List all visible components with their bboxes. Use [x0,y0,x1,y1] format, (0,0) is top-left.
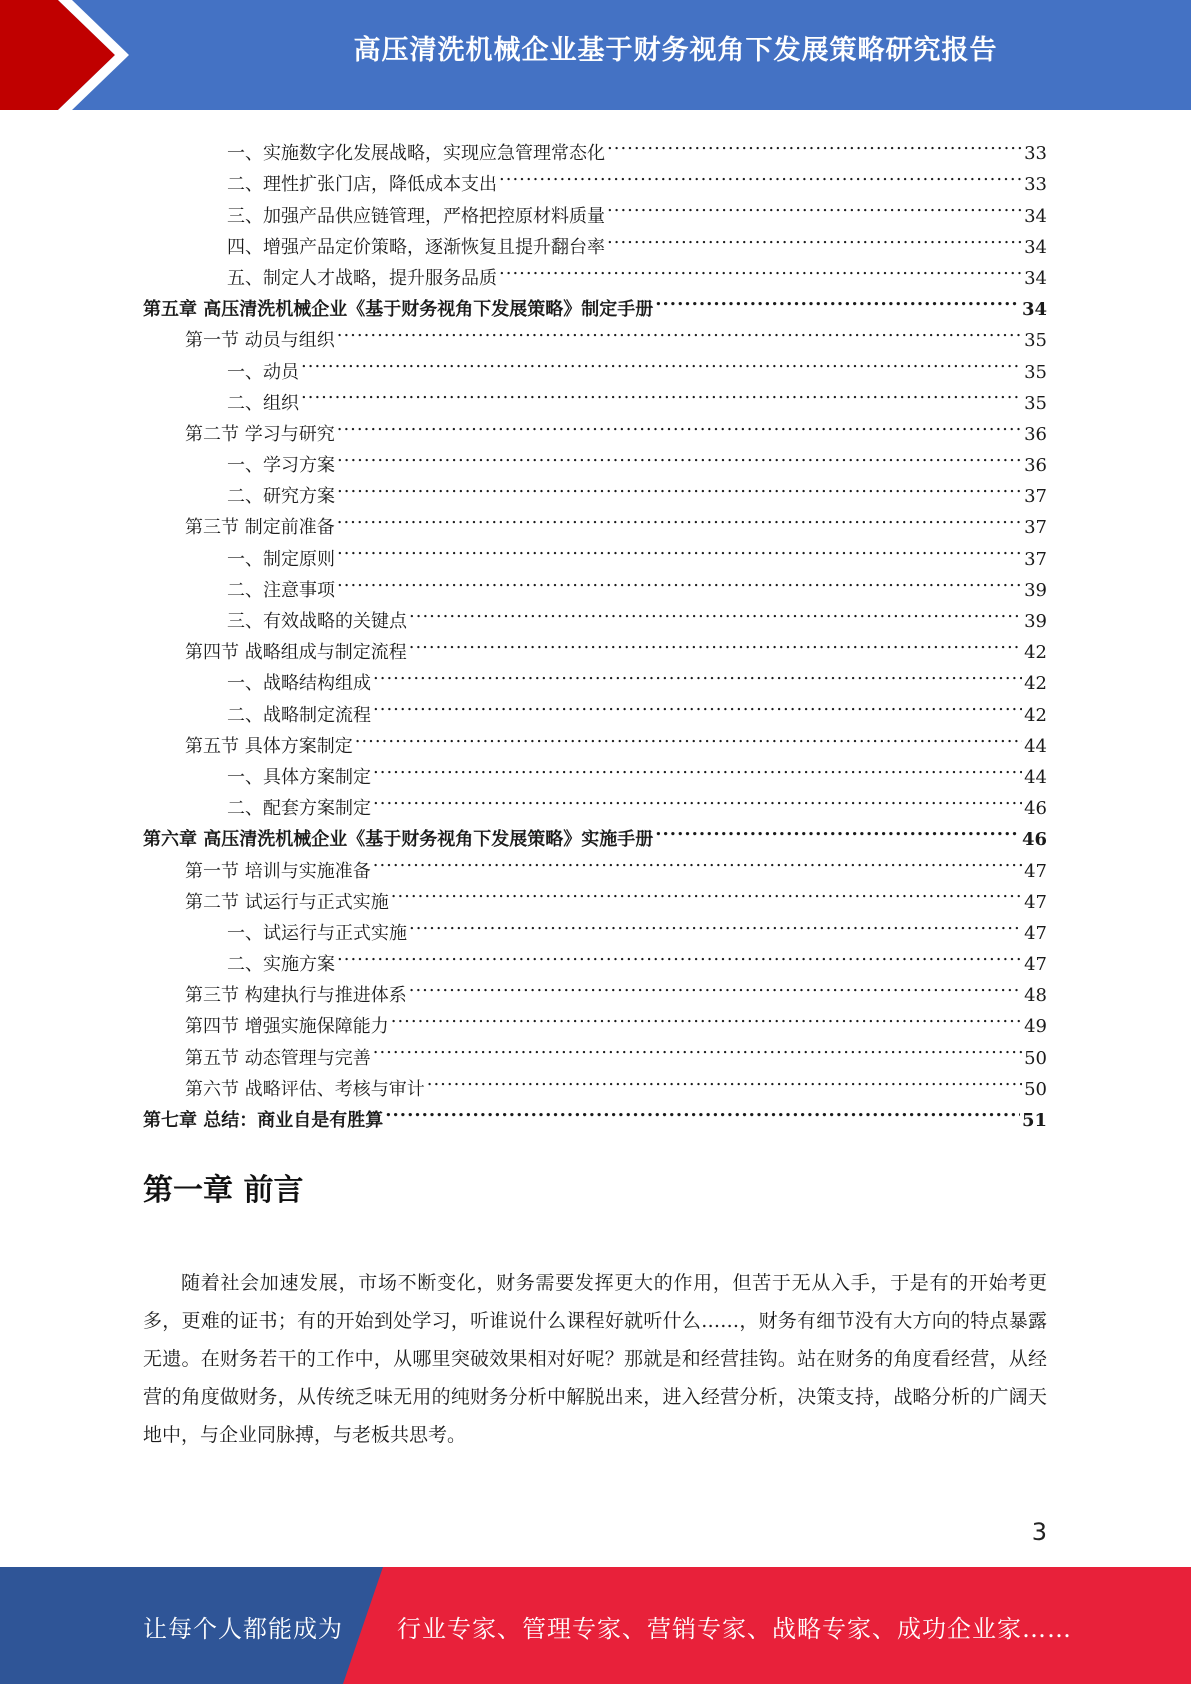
toc-entry-page: 33 [1024,174,1047,196]
toc-entry-title: 四、增强产品定价策略，逐渐恢复且提升翻台率 [227,236,605,258]
toc-entry-page: 47 [1024,891,1047,913]
toc-dot-leader [655,284,1020,315]
toc-entry-title: 第二节 学习与研究 [185,423,335,445]
footer-banner [0,1567,1191,1684]
toc-dot-leader [373,752,1022,783]
toc-entry-title: 二、配套方案制定 [227,798,371,820]
toc-dot-leader [655,814,1020,845]
toc-entry-page: 39 [1024,579,1047,601]
toc-entry-page: 50 [1024,1047,1047,1069]
toc-entry-page: 47 [1024,954,1047,976]
toc-dot-leader [427,1064,1022,1095]
toc-entry-title: 第一节 培训与实施准备 [185,860,371,882]
toc-entry-page: 42 [1024,642,1047,664]
toc-entry-page: 42 [1024,704,1047,726]
toc-entry-page: 44 [1024,766,1047,788]
toc-dot-leader [337,440,1022,471]
footer-slogan-left: 让每个人都能成为 [143,1615,343,1643]
toc-dot-leader [607,128,1022,159]
toc-entry-page: 37 [1024,517,1047,539]
toc-dot-leader [373,783,1022,814]
toc-entry-title: 第五节 具体方案制定 [185,735,353,757]
toc-entry-title: 一、实施数字化发展战略，实现应急管理常态化 [227,143,605,165]
toc-dot-leader [607,190,1022,221]
toc-entry-page: 47 [1024,922,1047,944]
toc-entry-page: 50 [1024,1078,1047,1100]
toc-entry-title: 二、组织 [227,392,299,414]
toc-entry-title: 一、战略结构组成 [227,673,371,695]
toc-entry-page: 33 [1024,143,1047,165]
toc-entry-title: 第二节 试运行与正式实施 [185,891,389,913]
toc-entry-title: 二、战略制定流程 [227,704,371,726]
toc-entry-title: 二、理性扩张门店，降低成本支出 [227,174,497,196]
toc-entry-title: 第五节 动态管理与完善 [185,1047,371,1069]
toc-dot-leader [409,627,1022,658]
toc-entry-page: 47 [1024,860,1047,882]
toc-entry-page: 35 [1024,392,1047,414]
toc-dot-leader [337,471,1022,502]
toc-dot-leader [337,315,1022,346]
toc-dot-leader [373,658,1022,689]
toc-dot-leader [499,253,1022,284]
toc-entry-page: 48 [1024,985,1047,1007]
toc-entry-page: 44 [1024,735,1047,757]
toc-dot-leader [337,939,1022,970]
toc-entry-page: 46 [1024,798,1047,820]
toc-entry-title: 二、实施方案 [227,954,335,976]
toc-entry-title: 一、试运行与正式实施 [227,922,407,944]
toc-dot-leader [385,1095,1020,1126]
toc-entry-page: 36 [1024,455,1047,477]
toc-entry-title: 二、注意事项 [227,579,335,601]
toc-dot-leader [391,877,1022,908]
toc-dot-leader [373,1032,1022,1063]
toc-dot-leader [373,689,1022,720]
body-paragraph: 随着社会加速发展，市场不断变化，财务需要发挥更大的作用，但苦于无从入手，于是有的开始考更多，更难的证书；有的开始到处学习，听谁说什么课程好就听什么……，财务有细节没有大方向的特点暴露无遗。在财务若干的工作中，从哪里突破效果相对好呢？那就是和经营挂钩。站在财务的角度看经营，从经营的角度做财务，从传统乏味无用的纯财务分析中解脱出来，进入经营分析，决策支持，战略分析的广阔天地中，与企业同脉搏，与老板共思考。 [143,1272,1047,1446]
toc-dot-leader [337,409,1022,440]
toc-entry-page: 49 [1024,1016,1047,1038]
toc-entry[interactable] [143,128,1047,165]
toc-dot-leader [337,565,1022,596]
toc-dot-leader [409,970,1022,1001]
toc-entry-title: 第七章 总结：商业自是有胜算 [143,1110,384,1131]
toc-entry-page: 42 [1024,673,1047,695]
toc-entry-title: 第三节 制定前准备 [185,517,335,539]
toc-dot-leader [409,596,1022,627]
toc-dot-leader [337,502,1022,533]
chapter-heading: 第一章 前言 [143,1173,304,1208]
header-banner [0,0,1191,110]
toc-entry-title: 第四节 战略组成与制定流程 [185,642,407,664]
toc-entry-title: 第四节 增强实施保障能力 [185,1016,389,1038]
footer-slogan-right: 行业专家、管理专家、营销专家、战略专家、成功企业家…… [397,1615,1072,1643]
toc-entry-page: 51 [1021,1110,1047,1131]
toc-entry-page: 34 [1024,267,1047,289]
toc-entry-page: 37 [1024,548,1047,570]
toc-dot-leader [391,1001,1022,1032]
toc-dot-leader [409,908,1022,939]
page-number: 3 [1031,1518,1047,1546]
toc-entry-page: 34 [1024,205,1047,227]
toc-entry-page: 46 [1021,829,1047,851]
toc-entry-page: 35 [1024,330,1047,352]
toc-dot-leader [355,721,1022,752]
toc-entry-title: 第五章 高压清洗机械企业《基于财务视角下发展策略》制定手册 [143,299,654,321]
toc-entry-title: 三、加强产品供应链管理，严格把控原材料质量 [227,205,605,227]
toc-entry-title: 一、动员 [227,361,299,383]
toc-entry-title: 第三节 构建执行与推进体系 [185,985,407,1007]
toc-entry-title: 第六节 战略评估、考核与审计 [185,1078,425,1100]
toc-entry-title: 一、学习方案 [227,455,335,477]
toc-dot-leader [373,845,1022,876]
toc-dot-leader [301,378,1022,409]
table-of-contents [143,128,1047,1131]
toc-entry-title: 三、有效战略的关键点 [227,611,407,632]
toc-dot-leader [337,533,1022,564]
toc-entry-title: 一、具体方案制定 [227,766,371,788]
toc-entry-title: 二、研究方案 [227,486,335,508]
toc-dot-leader [301,346,1022,377]
toc-entry-title: 五、制定人才战略，提升服务品质 [227,267,497,289]
toc-entry-page: 36 [1024,423,1047,445]
toc-entry-title: 一、制定原则 [227,548,335,570]
toc-entry-page: 35 [1024,361,1047,383]
toc-entry-page: 37 [1024,486,1047,508]
toc-entry-title: 第六章 高压清洗机械企业《基于财务视角下发展策略》实施手册 [143,829,654,851]
header-arrow-graphic [0,0,160,110]
toc-entry-title: 第一节 动员与组织 [185,330,335,352]
toc-dot-leader [499,159,1022,190]
report-title: 高压清洗机械企业基于财务视角下发展策略研究报告 [353,35,998,66]
toc-entry-page: 39 [1024,611,1047,632]
toc-entry-page: 34 [1021,299,1047,321]
toc-entry-page: 34 [1024,236,1047,258]
toc-dot-leader [607,222,1022,253]
